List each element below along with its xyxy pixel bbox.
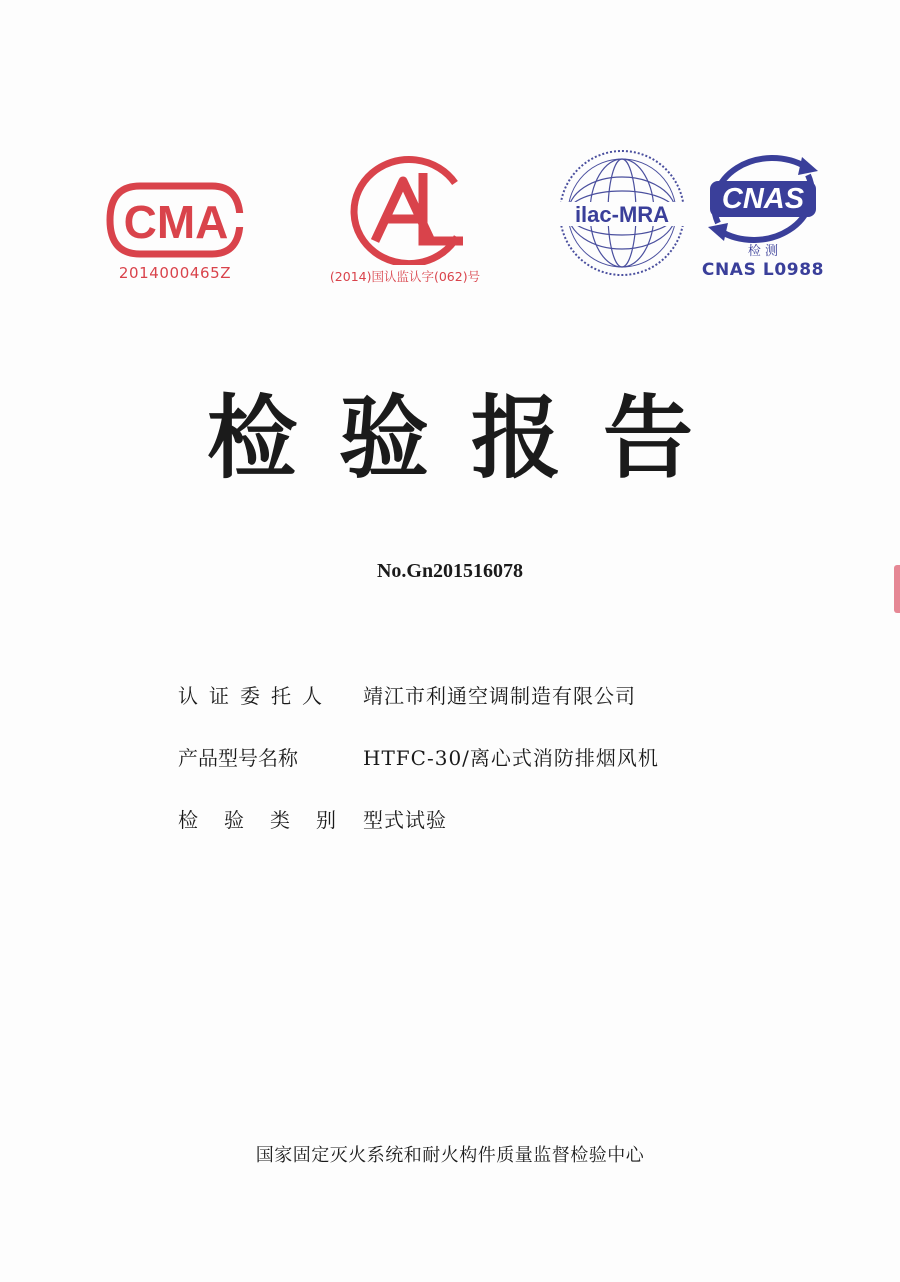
field-label-client: 认证委托人	[178, 684, 333, 708]
cnas-seal-icon	[696, 145, 830, 257]
field-value-test-type: 型式试验	[363, 808, 447, 832]
cma-mark-text: CMA	[123, 196, 229, 248]
ilac-mra-globe-icon	[552, 145, 692, 280]
cal-caption: (2014)国认监认字(062)号	[329, 269, 481, 284]
issuer-name: 国家固定灭火系统和耐火构件质量监督检验中心	[255, 1145, 645, 1166]
field-label-test-type: 检验类别	[178, 808, 362, 832]
binding-edge-mark	[894, 565, 900, 613]
cma-caption: 2014000465Z	[118, 264, 232, 282]
field-row-product	[178, 742, 659, 804]
cal-seal-icon	[305, 155, 505, 265]
cnas-caption: CNAS L0988	[701, 260, 825, 280]
report-fields	[178, 680, 659, 866]
cnas-subtitle: 检 测	[747, 244, 779, 257]
field-value-client: 靖江市利通空调制造有限公司	[363, 684, 636, 708]
report-number: No.Gn201516078	[376, 560, 524, 582]
field-label-product: 产品型号名称	[178, 746, 298, 770]
field-row-client	[178, 680, 659, 742]
cnas-mark-text: CNAS	[721, 183, 805, 215]
cal-logo	[305, 155, 505, 290]
field-value-product: HTFC-30/离心式消防排烟风机	[363, 746, 659, 770]
cnas-logo	[696, 145, 830, 280]
cma-logo	[100, 178, 250, 290]
cal-mark-text: CAL	[404, 255, 406, 256]
field-row-test-type	[178, 804, 659, 866]
ilac-mark-text: ilac-MRA	[574, 202, 670, 227]
ilac-mra-logo	[552, 145, 692, 280]
page-title: 检验报告	[207, 386, 735, 491]
cma-seal-icon	[100, 178, 250, 263]
